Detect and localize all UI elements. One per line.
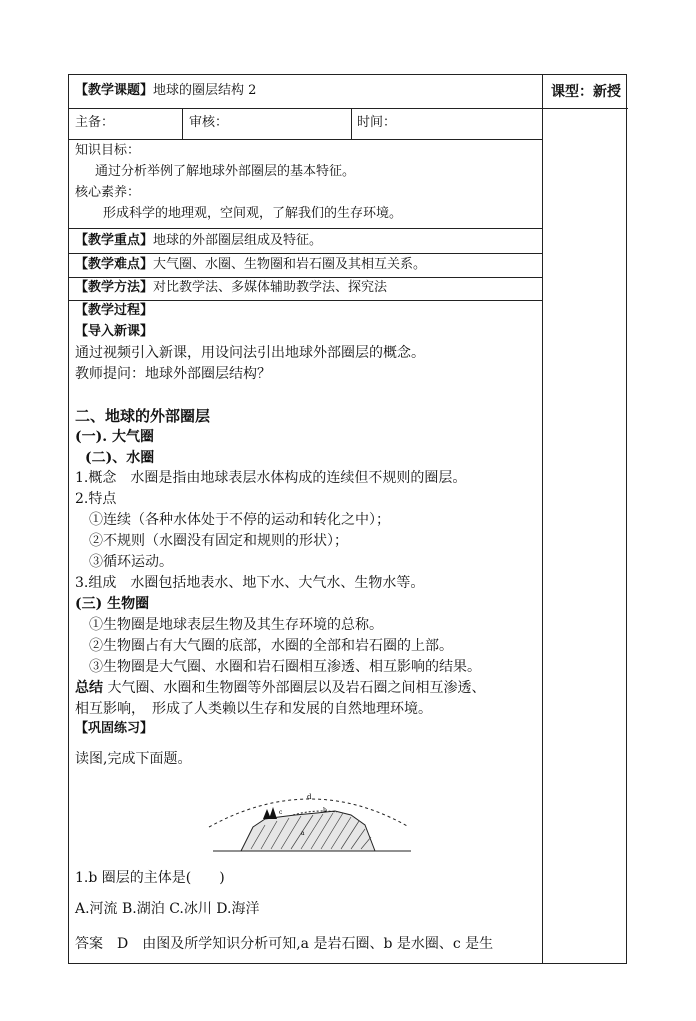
topic-row	[75, 81, 256, 101]
summary-line-2: 相互影响， 形成了人类赖以生存和发展的自然地理环境。	[75, 701, 432, 717]
row-divider	[69, 228, 543, 229]
header-divider-1	[182, 108, 183, 139]
header-divider-2	[351, 108, 352, 139]
difficulty-text: 大气圈、水圈、生物圈和岩石圈及其相互关系。	[153, 257, 427, 272]
subsection-biosphere: (三) 生物圈	[75, 596, 150, 612]
preparer-label: 主备：	[75, 115, 115, 130]
question-1-options: A.河流 B.湖泊 C.冰川 D.海洋	[75, 901, 260, 917]
literacy-goal-text: 形成科学的地理观，空间观，了解我们的生存环境。	[103, 206, 403, 221]
tree-icon	[263, 807, 277, 819]
feature-1: ①连续（各种水体处于不停的运动和转化之中）；	[89, 512, 390, 528]
question-1: 1.b 圈层的主体是( )	[75, 870, 225, 886]
label-c: c	[279, 809, 283, 816]
method-label: 【教学方法】	[75, 280, 154, 295]
biosphere-2: ②生物圈占有大气圈的底部，水圈的全部和岩石圈的上部。	[89, 638, 453, 654]
read-prompt: 读图,完成下面题。	[75, 751, 192, 767]
earth-spheres-diagram	[205, 785, 417, 857]
lesson-type: 课型：新授	[551, 84, 621, 100]
topic-label: 【教学课题】	[75, 83, 154, 98]
biosphere-3: ③生物圈是大气圈、水圈和岩石圈相互渗透、相互影响的结果。	[89, 659, 481, 675]
reviewer-label: 审核：	[189, 115, 229, 130]
method-row	[75, 278, 387, 298]
summary-line-1	[75, 677, 485, 699]
time-label: 时间：	[357, 115, 397, 130]
key-point-text: 地球的外部圈层组成及特征。	[153, 233, 323, 248]
label-d: d	[307, 793, 312, 801]
process-label: 【教学过程】	[75, 303, 154, 318]
subsection-hydrosphere: (二)、水圈	[85, 450, 155, 466]
row-divider	[69, 139, 543, 140]
difficulty-label: 【教学难点】	[75, 257, 154, 272]
composition: 3.组成 水圈包括地表水、地下水、大气水、生物水等。	[75, 575, 425, 591]
key-point-label: 【教学重点】	[75, 233, 154, 248]
literacy-goal-label: 核心素养：	[75, 185, 141, 200]
label-a: a	[301, 830, 305, 837]
knowledge-goal-text: 通过分析举例了解地球外部圈层的基本特征。	[95, 164, 356, 179]
knowledge-goal-label: 知识目标：	[75, 143, 141, 158]
feature-2: ②不规则（水圈没有固定和规则的形状）；	[89, 533, 348, 549]
features-label: 2.特点	[75, 491, 117, 507]
lesson-plan-table	[68, 74, 627, 964]
hydrosphere-concept: 1.概念 水圈是指由地球表层水体构成的连续但不规则的圈层。	[75, 470, 467, 486]
summary-text-1: 大气圈、水圈和生物圈等外部圈层以及岩石圈之间相互渗透、	[107, 680, 486, 696]
practice-label: 【巩固练习】	[75, 721, 154, 736]
biosphere-1: ①生物圈是地球表层生物及其生存环境的总称。	[89, 617, 383, 633]
intro-line-2: 教师提问：地球外部圈层结构？	[75, 366, 271, 382]
key-point-row	[75, 231, 322, 251]
label-b: b	[323, 807, 327, 814]
subsection-atmosphere: (一). 大气圈	[75, 429, 154, 445]
method-text: 对比教学法、多媒体辅助教学法、探究法	[153, 280, 388, 295]
topic-value: 地球的圈层结构 2	[153, 83, 257, 98]
summary-label: 总结	[75, 680, 103, 696]
intro-line-1: 通过视频引入新课，用设问法引出地球外部圈层的概念。	[75, 345, 425, 361]
section-heading: 二、地球的外部圈层	[75, 407, 211, 425]
question-1-answer: 答案 D 由图及所学知识分析可知,a 是岩石圈、b 是水圈、c 是生	[75, 936, 494, 952]
right-column-divider	[542, 75, 543, 963]
feature-3: ③循环运动。	[89, 554, 173, 570]
row-divider	[69, 253, 543, 254]
difficulty-row	[75, 255, 426, 275]
row-divider	[69, 108, 628, 109]
intro-label: 【导入新课】	[75, 324, 154, 339]
